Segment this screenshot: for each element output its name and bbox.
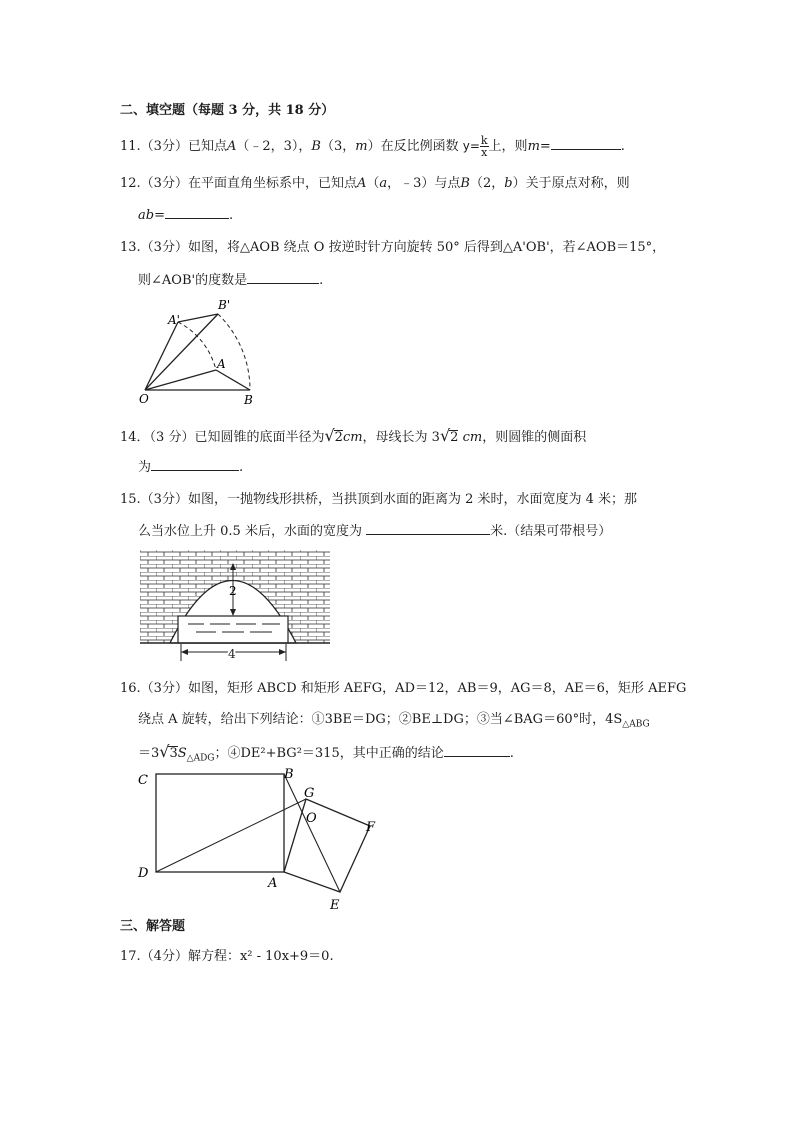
question-16-line3: $=3√3S_{\triangle ADG}$；④DE²+BG²＝315，其中正确的结论 . <box>138 742 514 764</box>
label-A: A <box>268 876 278 891</box>
water-body <box>178 616 288 643</box>
label-B: B <box>244 393 253 407</box>
section-heading-fill-blank: 二、填空题（每题 3 分，共 18 分） <box>120 103 335 118</box>
answer-blank-15[interactable] <box>366 520 490 535</box>
label-F: F <box>366 820 376 835</box>
question-16-line2: 绕点 A 旋转，给出下列结论：①3BE＝DG；②BE⊥DG；③当∠BAG＝60°时，$4S_{\triangle ABG}$ <box>138 712 650 730</box>
answer-blank-12[interactable] <box>165 204 229 219</box>
question-14: 14．（3 分）已知圆锥的底面半径为√2cm，母线长为 3√2 cm，则圆锥的侧面积 <box>120 426 587 445</box>
label-B1: B' <box>218 298 231 312</box>
rectangle-ABCD <box>156 774 284 872</box>
question-13: 13.（3分）如图，将△AOB 绕点 O 按逆时针方向旋转 50° 后得到△A'OB'，若∠AOB＝15°， <box>120 240 666 255</box>
arc-A-to-A1 <box>178 322 216 370</box>
label-G: G <box>304 786 315 801</box>
label-A: A <box>217 357 226 371</box>
height-label: 2 <box>229 584 237 598</box>
question-15: 15.（3分）如图，一抛物线形拱桥，当拱顶到水面的距离为 2 米时，水面宽度为 4 米；那 <box>120 492 638 507</box>
segment-OA <box>145 370 216 390</box>
answer-blank-16[interactable] <box>444 742 510 757</box>
label-E: E <box>330 898 340 913</box>
answer-blank-14[interactable] <box>151 456 239 471</box>
arc-B-to-B1 <box>218 314 250 390</box>
question-17: 17.（4分）解方程：x² - 10x+9＝0. <box>120 949 334 964</box>
question-12-line2: ab= . <box>138 204 233 226</box>
label-B: B <box>284 767 294 782</box>
figure-rectangles <box>130 764 390 914</box>
rectangle-AEFG <box>284 799 370 892</box>
segment-OB1 <box>145 314 218 390</box>
segment-OA1 <box>145 322 178 390</box>
label-O: O <box>139 392 149 406</box>
answer-blank-11[interactable] <box>551 135 621 150</box>
width-label: 4 <box>228 647 236 661</box>
label-D: D <box>138 866 149 881</box>
figure-rotation-triangle <box>130 292 280 410</box>
segment-AB <box>216 370 250 390</box>
label-O: O <box>306 811 317 826</box>
figure-arch-bridge <box>140 548 330 666</box>
question-12: 12.（3分）在平面直角坐标系中，已知点A（a，﹣3）与点B（2，b）关于原点对称，则 <box>120 176 630 191</box>
label-A1: A' <box>168 313 180 327</box>
question-15-line2: 么当水位上升 0.5 米后，水面的宽度为 米.（结果可带根号） <box>138 520 611 542</box>
question-14-line2: 为 . <box>138 456 243 478</box>
section-heading-solve: 三、解答题 <box>120 919 186 934</box>
question-11: 11.（3分）已知点A（﹣2，3），B（3，m）在反比例函数 y= $\frac{k}{x}$ 上，则m= . <box>120 134 625 159</box>
label-C: C <box>138 773 148 788</box>
question-16: 16.（3分）如图，矩形 ABCD 和矩形 AEFG，AD＝12，AB＝9，AG＝8，AE＝6，矩形 AEFG <box>120 681 687 696</box>
answer-blank-13[interactable] <box>247 269 319 284</box>
fraction-k-over-x: $\frac{k}{x}$ <box>480 134 488 159</box>
question-13-line2: 则∠AOB'的度数是 . <box>138 269 323 291</box>
